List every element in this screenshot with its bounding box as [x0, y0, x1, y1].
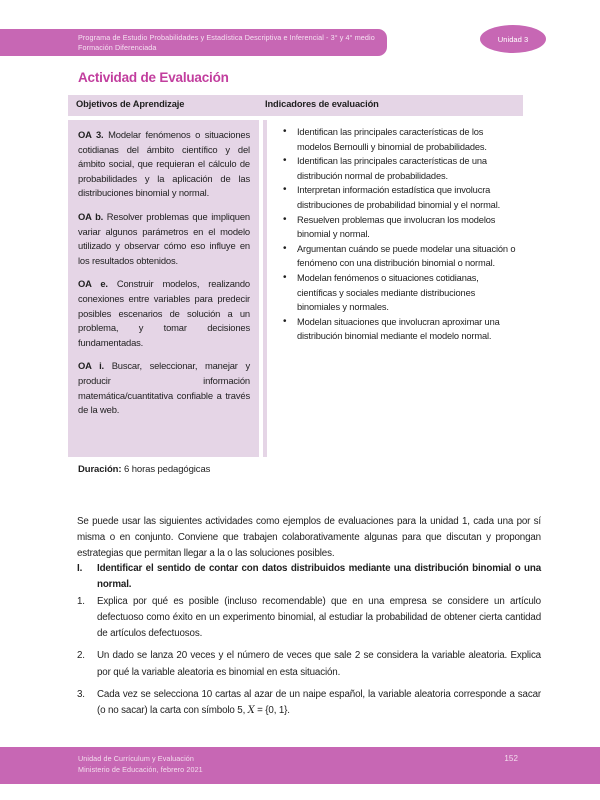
indicador-item: • Argumentan cuándo se puede modelar una situación o fenómeno con una distribución binomial o normal. — [267, 242, 519, 271]
objetivos-list — [78, 128, 250, 418]
oa-table — [68, 95, 523, 485]
objetivos-cell — [68, 120, 259, 457]
indicador-item: • Interpretan información estadística que involucra distribuciones de probabilidad binomial y el normal. — [267, 183, 519, 212]
page-title: Actividad de Evaluación — [78, 70, 229, 85]
indicador-item: • Modelan situaciones que involucran aproximar una distribución binomial mediante el modelo normal. — [267, 315, 519, 344]
activity-item: 3. Cada vez se selecciona 10 cartas al azar de un naipe español, la variable aleatoria corresponde a sacar (o no sacar) la carta con símbolo 5, X = {0, 1}. — [77, 689, 541, 717]
activity-item-number: 1. — [77, 595, 85, 607]
footer-credit-line1: Unidad de Currículum y Evaluación — [78, 754, 194, 763]
column-header-indicadores: Indicadores de evaluación — [265, 99, 379, 109]
unit-badge-label: Unidad 3 — [497, 34, 529, 44]
section-heading-text: Identificar el sentido de contar con datos distribuidos mediante una distribución binomial o una normal. — [97, 563, 541, 591]
unit-badge — [480, 25, 546, 53]
table-header-row — [68, 95, 523, 116]
math-variable: X — [247, 705, 255, 717]
indicador-item: • Identifican las principales características de una distribución normal de probabilidades. — [267, 154, 519, 183]
activity-item-number: 2. — [77, 650, 85, 662]
activity-item-number: 3. — [77, 689, 85, 701]
indicadores-cell — [267, 120, 523, 344]
indicador-item: • Resuelven problemas que involucran los modelos binomial y normal. — [267, 213, 519, 242]
program-header-bar — [0, 29, 387, 56]
footer-credit-line2: Ministerio de Educación, febrero 2021 — [78, 764, 203, 774]
section-heading-number: I. — [77, 563, 83, 574]
indicador-item: • Modelan fenómenos o situaciones cotidianas, científicas y sociales mediante distribuciones binomiales y normales. — [267, 271, 519, 315]
program-title-line2: Formación Diferenciada — [78, 43, 157, 52]
duracion-value: 6 horas pedagógicas — [121, 464, 211, 475]
duracion-label: Duración: — [78, 464, 122, 475]
objetivo-paragraph: OA i. Buscar, seleccionar, manejar y producir información matemática/cuantitativa confiable a través de la web. — [78, 360, 250, 416]
activity-item: 1. Explica por qué es posible (incluso recomendable) que en una empresa se considere un artículo defectuoso como éxito en un experimento binomial, al estudiar la probabilidad de obtener cierta cantidad de artículos defectuosos. — [77, 595, 541, 640]
footer-bar — [0, 747, 600, 784]
activity-list — [77, 561, 541, 720]
section-heading — [77, 561, 541, 594]
indicador-item: • Identifican las principales características de los modelos Bernoulli y binomial de probabilidades. — [267, 125, 519, 154]
column-header-objetivos: Objetivos de Aprendizaje — [76, 99, 185, 109]
indicadores-list — [267, 125, 519, 344]
duracion-row — [78, 464, 210, 475]
program-title-line1: Programa de Estudio Probabilidades y Estadística Descriptiva e Inferencial - 3° y 4° medio — [78, 33, 375, 42]
page-number: 152 — [504, 754, 518, 763]
objetivo-paragraph: OA 3. Modelar fenómenos o situaciones cotidianas del ámbito científico y del ámbito social, que requieran el cálculo de probabilidades y la aplicación de las distribuciones binomial y normal. — [78, 129, 250, 199]
activity-item: 2. Un dado se lanza 20 veces y el número de veces que sale 2 se considera la variable aleatoria. Explica por qué la variable aleatoria es binomial en esta situación. — [77, 650, 541, 678]
activity-items — [77, 594, 541, 720]
objetivo-paragraph: OA e. Construir modelos, realizando conexiones entre variables para predecir posibles escenarios de solución a un problema, y tomar decisiones fundamentadas. — [78, 278, 250, 348]
objetivo-paragraph: OA b. Resolver problemas que impliquen variar algunos parámetros en el modelo utilizado y observar cómo eso influye en los resultados obtenidos. — [78, 210, 250, 266]
intro-paragraph: Se puede usar las siguientes actividades como ejemplos de evaluaciones para la unidad 1, cada una por sí misma o en conjunto. Conviene que trabajen colaborativamente algunas para que discutan y propongan estrategias que permitan llegar a la o las soluciones posibles. — [77, 515, 541, 560]
